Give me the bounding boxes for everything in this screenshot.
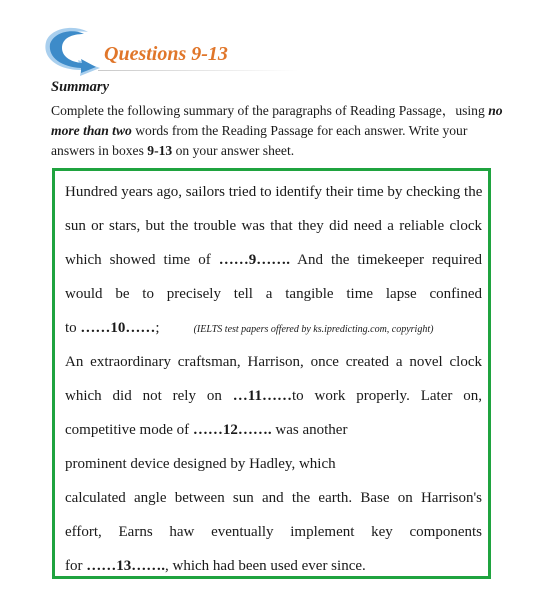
summary-line bbox=[65, 311, 482, 345]
answer-blank-11: …11…… bbox=[232, 388, 292, 404]
answer-blank-9: ……9……. bbox=[218, 252, 290, 268]
instructions-word-limit: no more than two bbox=[51, 103, 503, 138]
summary-line-text: competitive mode of bbox=[65, 422, 193, 438]
summary-box bbox=[52, 168, 491, 579]
summary-line: prominent device designed by Hadley, which bbox=[65, 456, 336, 472]
instructions-range: 9-13 bbox=[147, 143, 173, 158]
header-divider bbox=[98, 70, 298, 71]
summary-line-text: was another bbox=[271, 422, 348, 438]
summary-line: An extraordinary craftsman, Harrison, once created a novel clock bbox=[65, 354, 482, 370]
instructions bbox=[51, 101, 511, 161]
questions-title: Questions 9-13 bbox=[104, 43, 228, 65]
instructions-text-3: on your answer sheet. bbox=[172, 143, 295, 158]
summary-line-text: ; bbox=[155, 320, 160, 336]
summary-line bbox=[65, 549, 482, 583]
instructions-text-2: words from the Reading Passage for each answer. Write your answers in boxes bbox=[51, 123, 468, 158]
section-title: Summary bbox=[51, 79, 110, 95]
summary-line-text: which showed time of bbox=[65, 252, 219, 268]
copyright-note: (IELTS test papers offered by ks.ipredicting.com, copyright) bbox=[193, 324, 434, 335]
summary-text bbox=[65, 175, 482, 583]
summary-line-text: And the timekeeper required bbox=[289, 252, 482, 268]
answer-blank-10: ……10…… bbox=[80, 320, 156, 336]
summary-line-text: to work properly. Later on, bbox=[291, 388, 482, 404]
answer-blank-13: ……13……. bbox=[86, 558, 165, 574]
summary-line-text: to bbox=[65, 320, 81, 336]
summary-line bbox=[65, 379, 482, 413]
summary-line bbox=[65, 243, 482, 277]
summary-line: calculated angle between sun and the earth. Base on Harrison's bbox=[65, 490, 482, 506]
summary-line: effort, Earns haw eventually implement key components bbox=[65, 524, 482, 540]
summary-line bbox=[65, 413, 482, 447]
summary-line-text: , which had been used ever since. bbox=[165, 558, 366, 574]
questions-header bbox=[40, 20, 300, 78]
summary-line-text: which did not rely on bbox=[65, 388, 233, 404]
answer-blank-12: ……12……. bbox=[192, 422, 272, 438]
instructions-text-1: Complete the following summary of the paragraphs of Reading Passage，using bbox=[51, 103, 489, 118]
summary-line-text: for bbox=[65, 558, 87, 574]
summary-line: Hundred years ago, sailors tried to identify their time by checking the bbox=[65, 184, 482, 200]
summary-line: sun or stars, but the trouble was that they did need a reliable clock bbox=[65, 218, 482, 234]
summary-line: would be to precisely tell a tangible time lapse confined bbox=[65, 286, 482, 302]
